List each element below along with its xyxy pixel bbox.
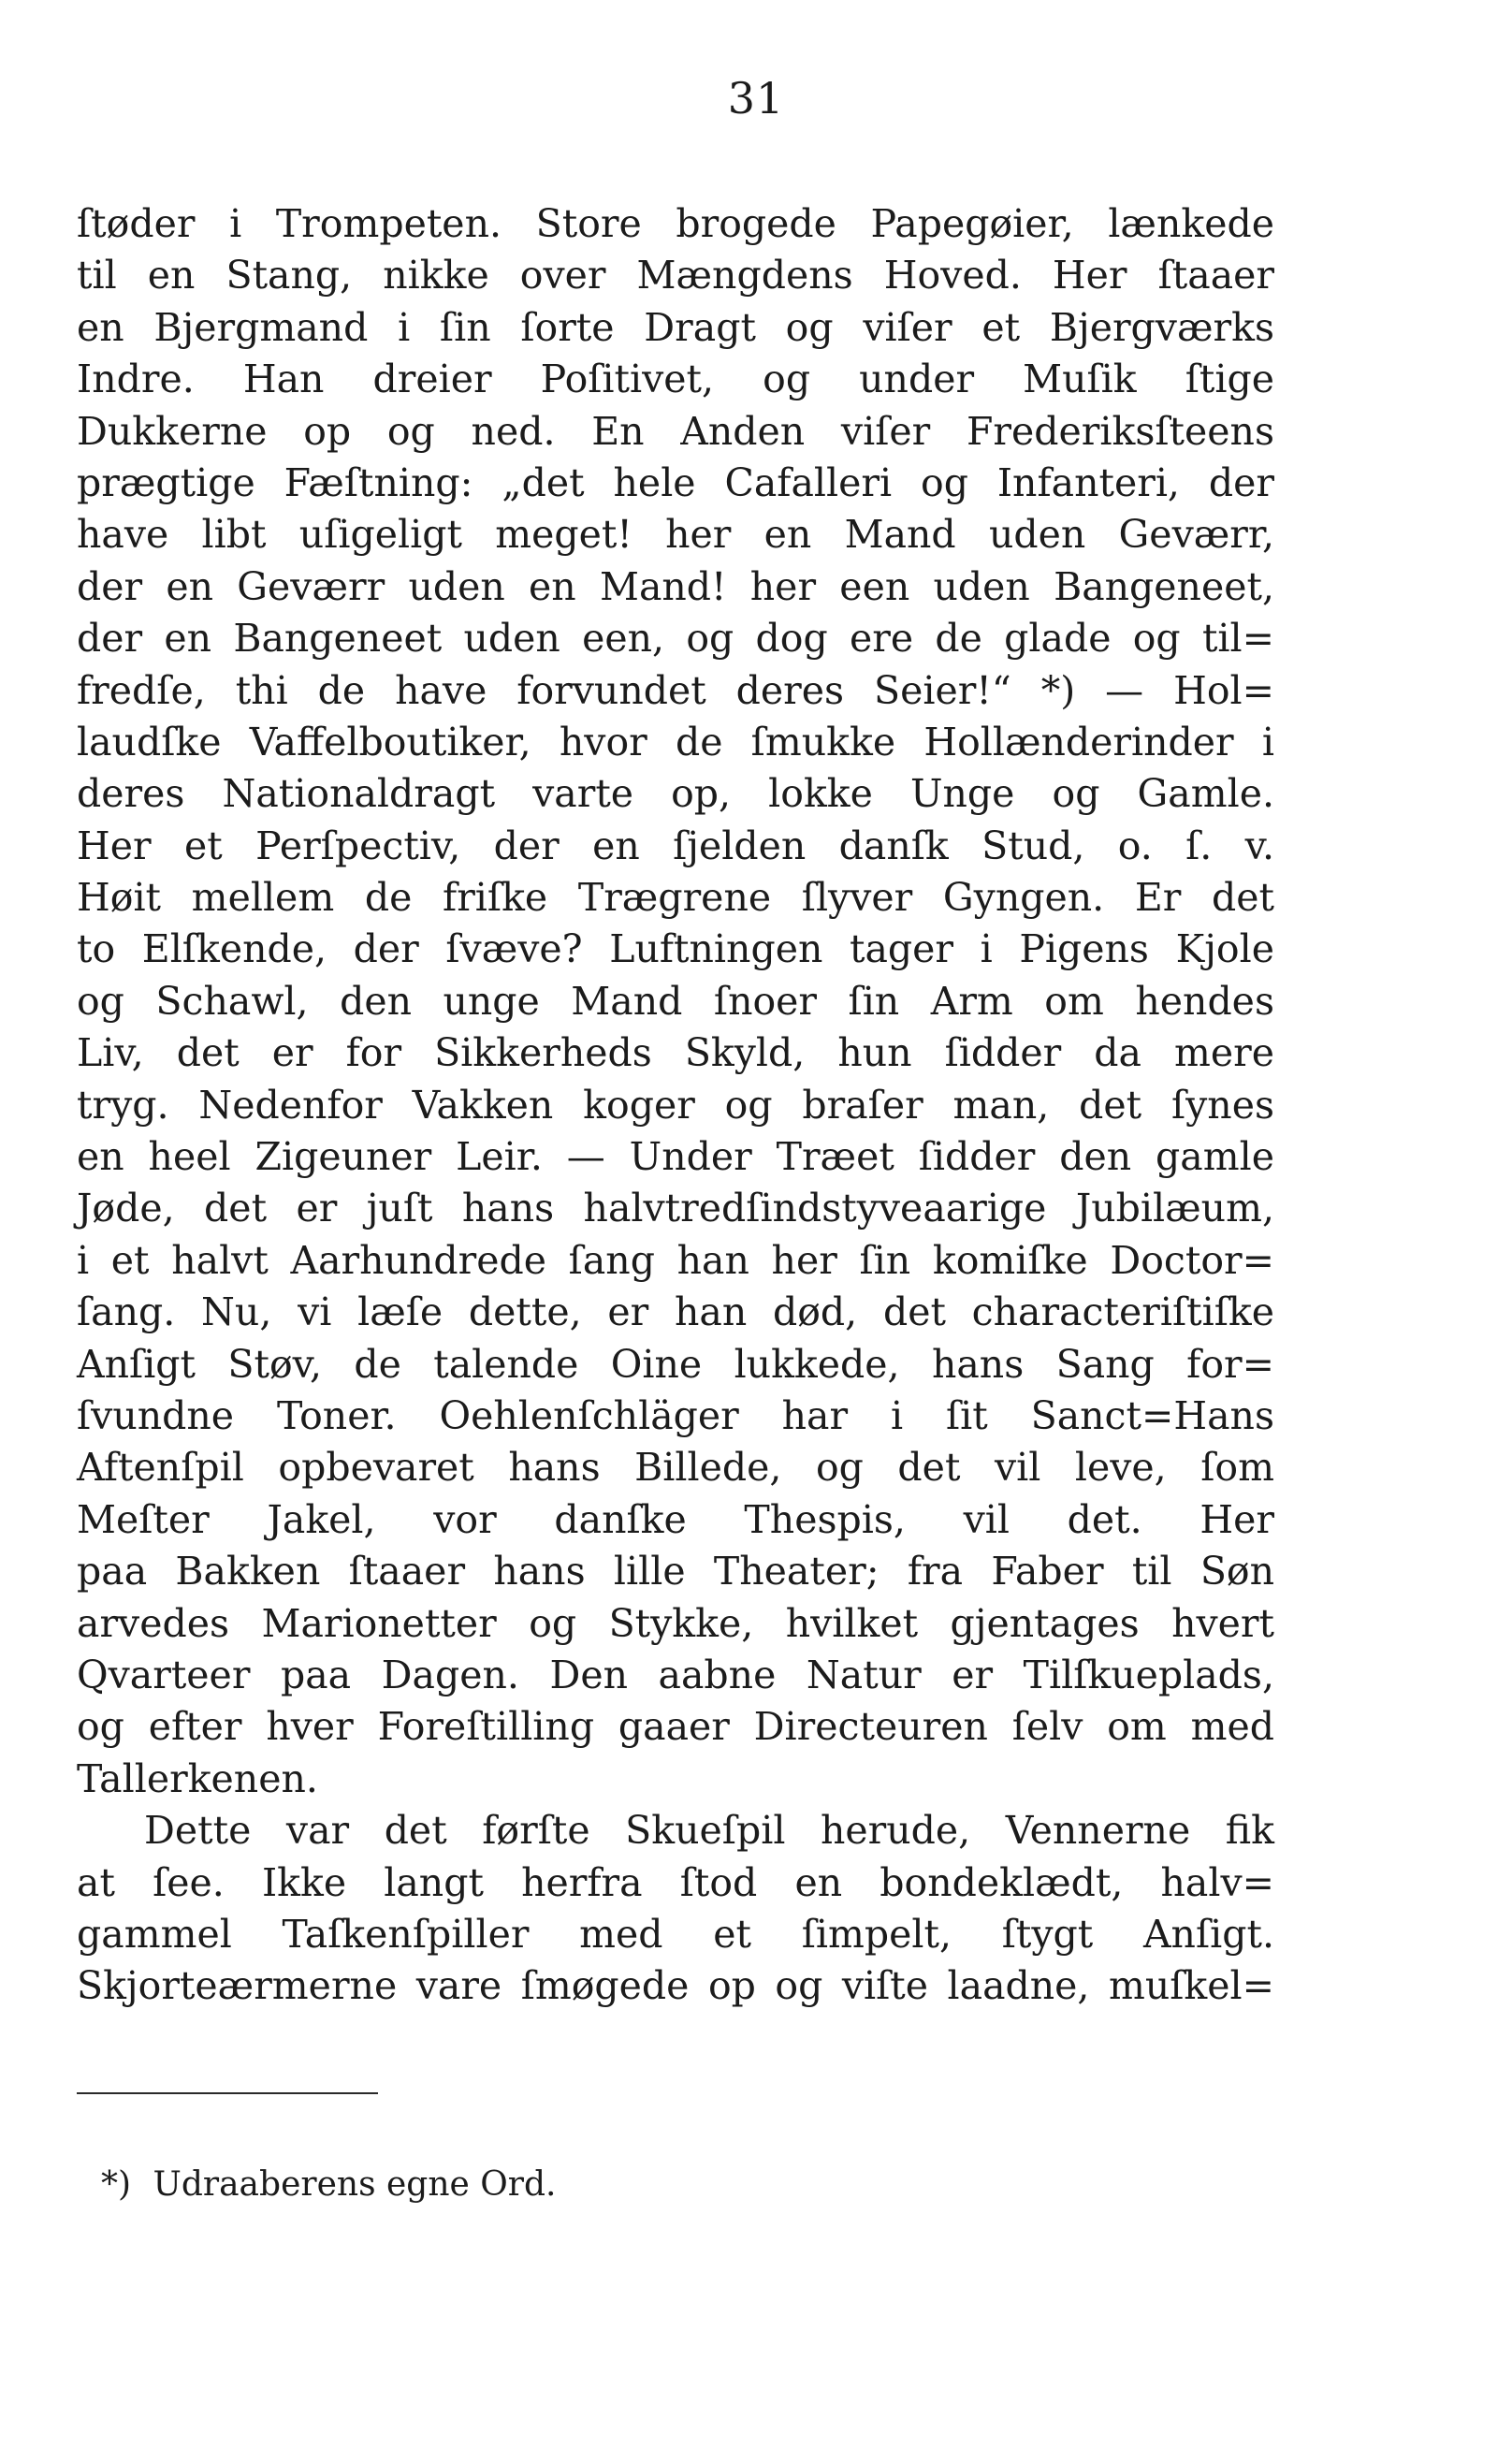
text-line: der en Bangeneet uden een, og dog ere de glade og til= <box>77 616 1274 662</box>
text-line: i et halvt Aarhundrede ſang han her ſin komiſke Doctor= <box>77 1237 1274 1283</box>
text-line: prægtige Fæſtning: „det hele Cafalleri og Infanteri, der <box>77 459 1274 505</box>
text-line: Meſter Jakel, vor danſke Thespis, vil det. Her <box>77 1496 1274 1542</box>
footnote-text: Udraaberens egne Ord. <box>153 2165 557 2204</box>
text-line-paragraph-start: Dette var det førſte Skueſpil herude, Vennerne fik <box>144 1808 1274 1854</box>
text-line: tryg. Nedenfor Vakken koger og braſer man, det ſynes <box>77 1082 1274 1128</box>
text-line: laudſke Vaffelboutiker, hvor de ſmukke Hollænderinder i <box>77 719 1274 765</box>
page-number: 31 <box>727 73 785 124</box>
text-line: paa Bakken ſtaaer hans lille Theater; fra Faber til Søn <box>77 1549 1274 1595</box>
text-line: en Bjergmand i ſin ſorte Dragt og viſer et Bjergværks <box>77 304 1274 350</box>
text-line: gammel Taſkenſpiller med et ſimpelt, ſtygt Anſigt. <box>77 1911 1274 1957</box>
footnote <box>101 2162 556 2208</box>
text-line: og efter hver Foreſtilling gaaer Directeuren ſelv om med <box>77 1704 1274 1750</box>
text-line: have libt uſigeligt meget! her en Mand uden Geværr, <box>77 512 1274 558</box>
footnote-mark: *) <box>101 2165 132 2204</box>
text-line: deres Nationaldragt varte op, lokke Unge og Gamle. <box>77 771 1274 817</box>
text-line: Indre. Han dreier Poſitivet, og under Muſik ſtige <box>77 357 1274 402</box>
text-line: Dukkerne op og ned. En Anden viſer Frederiksſteens <box>77 408 1274 454</box>
text-line: ſtøder i Trompeten. Store brogede Papegøier, lænkede <box>77 201 1274 246</box>
text-line: Qvarteer paa Dagen. Den aabne Natur er Tilſkueplads, <box>77 1652 1274 1697</box>
text-line: Skjorteærmerne vare ſmøgede op og viſte laadne, muſkel= <box>77 1963 1274 2009</box>
text-line: Liv, det er for Sikkerheds Skyld, hun ſidder da mere <box>77 1030 1274 1076</box>
text-line: en heel Zigeuner Leir. — Under Træet ſidder den gamle <box>77 1134 1274 1180</box>
text-line: fredſe, thi de have forvundet deres Seier!“ *) — Hol= <box>77 667 1274 713</box>
text-line: Anſigt Støv, de talende Oine lukkede, hans Sang for= <box>77 1341 1274 1387</box>
text-line-paragraph-end: Tallerkenen. <box>77 1755 318 1801</box>
text-line: Høit mellem de friſke Trægrene ſlyver Gyngen. Er det <box>77 875 1274 921</box>
text-line: ſvundne Toner. Oehlenſchläger har i ſit Sanct=Hans <box>77 1392 1274 1438</box>
text-line: Aftenſpil opbevaret hans Billede, og det vil leve, ſom <box>77 1445 1274 1491</box>
body-text <box>77 198 1274 2013</box>
text-line: og Schawl, den unge Mand ſnoer ſin Arm om hendes <box>77 978 1274 1024</box>
text-line: to Elſkende, der ſvæve? Luftningen tager i Pigens Kjole <box>77 926 1274 972</box>
text-line: arvedes Marionetter og Stykke, hvilket gjentages hvert <box>77 1600 1274 1646</box>
text-line: ſang. Nu, vi læſe dette, er han død, det characteriſtiſke <box>77 1289 1274 1335</box>
text-line: der en Geværr uden en Mand! her een uden Bangeneet, <box>77 563 1274 609</box>
text-line: til en Stang, nikke over Mængdens Hoved. Her ſtaaer <box>77 253 1274 299</box>
text-line: Jøde, det er juſt hans halvtredſindstyveaarige Jubilæum, <box>77 1186 1274 1231</box>
text-line: Her et Perſpectiv, der en ſjelden danſk Stud, o. ſ. v. <box>77 823 1274 868</box>
footnote-divider <box>77 2092 378 2094</box>
text-line: at ſee. Ikke langt herfra ſtod en bondeklædt, halv= <box>77 1859 1274 1905</box>
